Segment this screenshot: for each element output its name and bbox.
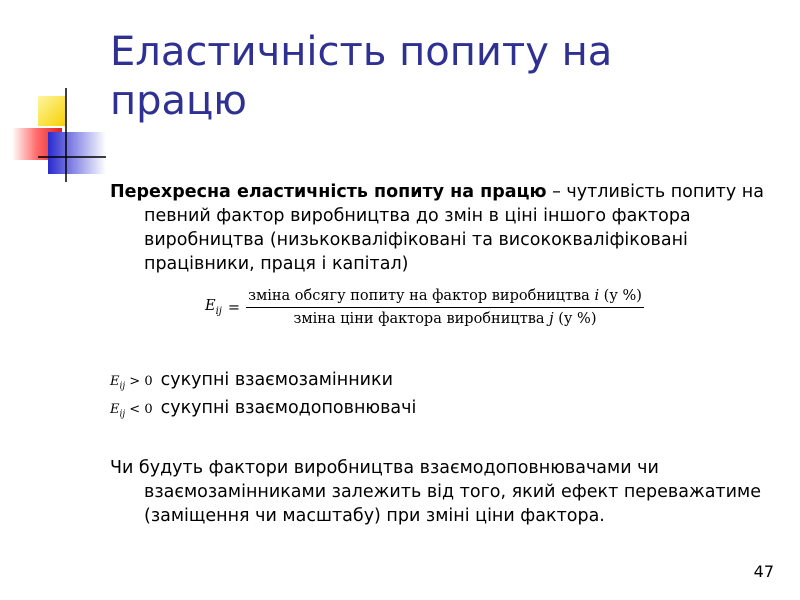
formula-equals: = — [227, 299, 241, 316]
decorative-squares-logo — [0, 0, 120, 185]
condition-e: E — [110, 402, 120, 417]
numerator-var: i — [594, 288, 600, 304]
numerator-text: зміна обсягу попиту на фактор виробництва — [248, 288, 595, 304]
denominator-var: j — [549, 311, 554, 327]
formula-numerator — [246, 288, 644, 308]
closing-paragraph: Чи будуть фактори виробництва взаємодоповнювачами чи взаємозамінниками залежить від того, який ефект переважатиме (заміщення чи масштабу) при зміні ціни фактора. — [110, 458, 761, 526]
denominator-text: зміна ціни фактора виробництва — [293, 311, 550, 327]
condition-symbol — [110, 374, 153, 392]
formula-lhs-subscript: ij — [215, 305, 222, 317]
formula-denominator — [291, 308, 598, 327]
condition-substitutes — [110, 370, 393, 392]
condition-relation: > 0 — [125, 374, 153, 389]
condition-label: сукупні взаємодоповнювачі — [160, 398, 417, 418]
condition-symbol — [110, 402, 153, 420]
page-number: 47 — [753, 562, 774, 581]
condition-subscript: ij — [119, 409, 126, 420]
condition-subscript: ij — [119, 381, 126, 392]
formula-lhs-symbol: E — [205, 298, 216, 315]
numerator-unit: (у %) — [599, 288, 642, 304]
denominator-unit: (у %) — [553, 311, 597, 327]
slide-title: Еластичність попиту на працю — [110, 29, 613, 124]
condition-label: сукупні взаємозамінники — [160, 370, 393, 390]
definition-term: Перехресна еластичність попиту на працю — [110, 182, 547, 202]
definition-text: – чутливість попиту на певний фактор виробництва до змін в ціні іншого фактора виробництва (низькокваліфіковані та висококваліфіковані працівники, праця і капітал) — [144, 182, 764, 274]
elasticity-formula — [205, 288, 644, 327]
condition-relation: < 0 — [125, 402, 153, 417]
formula-fraction — [246, 288, 644, 327]
definition-paragraph — [110, 180, 770, 276]
condition-complements — [110, 398, 416, 420]
condition-e: E — [110, 374, 120, 389]
